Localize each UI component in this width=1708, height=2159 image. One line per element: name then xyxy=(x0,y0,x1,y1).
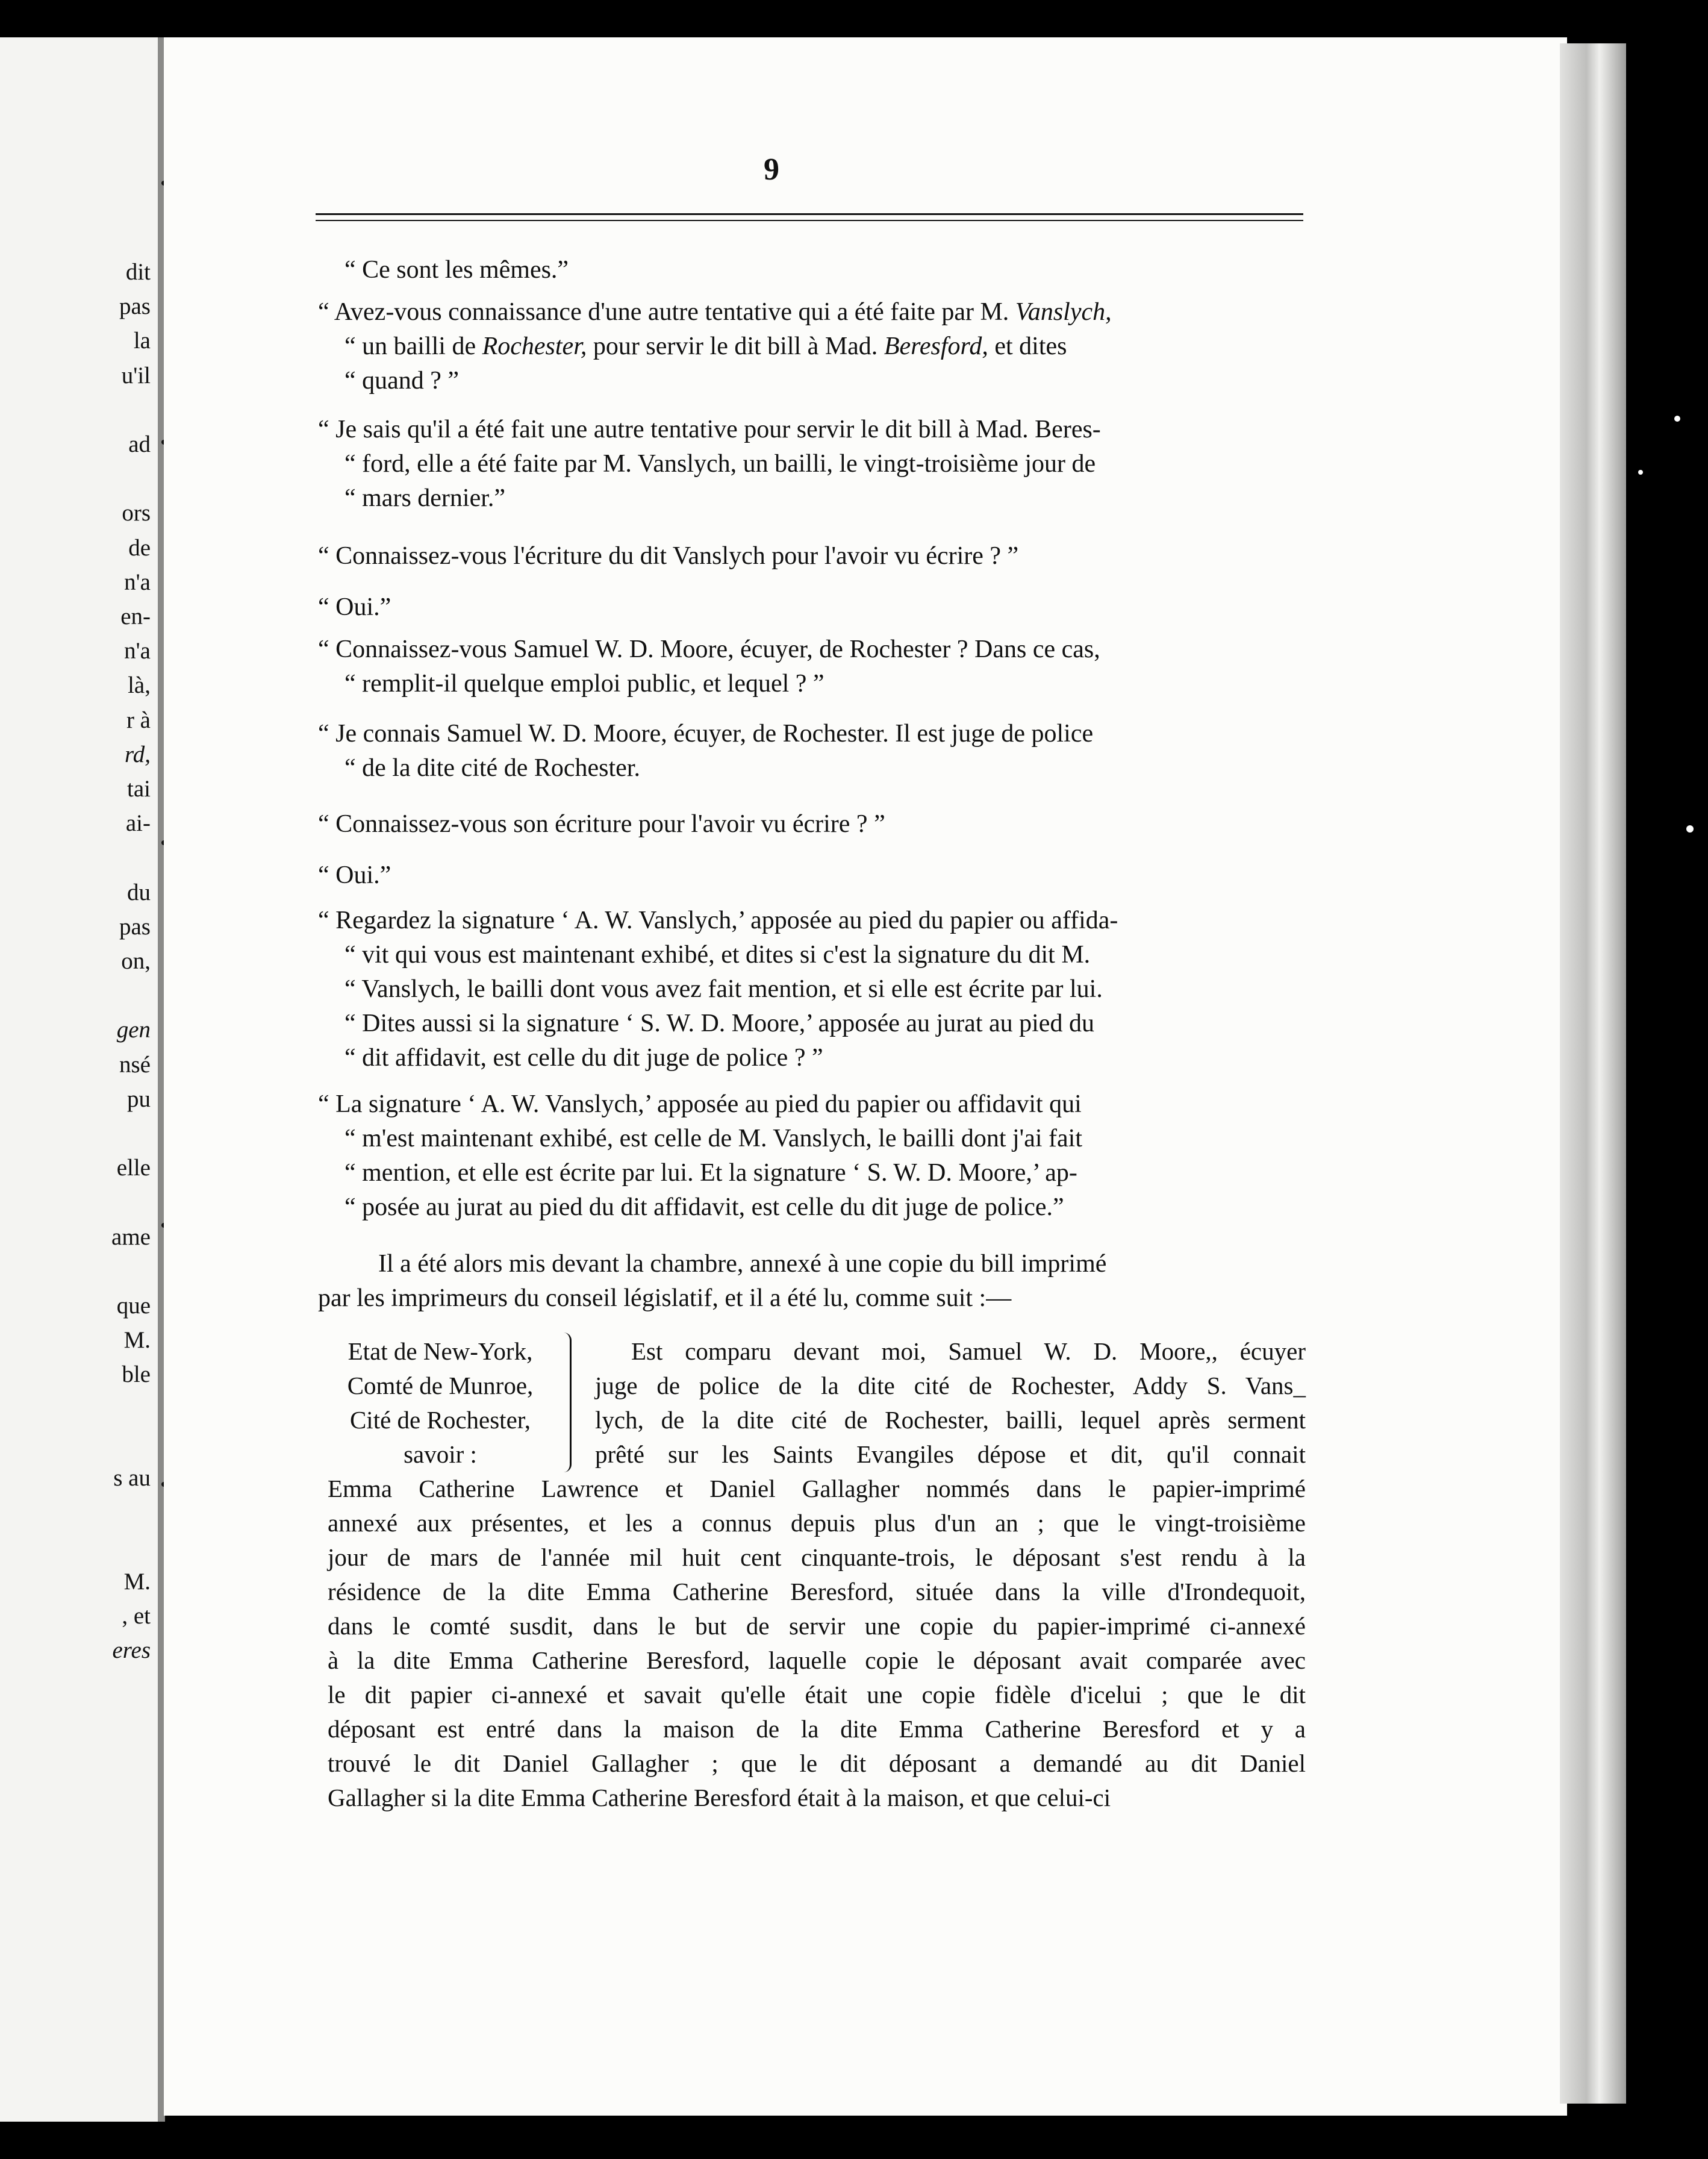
text-line: et dites xyxy=(988,333,1067,360)
affidavit-venue xyxy=(323,1334,558,1472)
text-line: “ Connaissez-vous l'écriture du dit Vanslych pour l'avoir vu écrire ? ” xyxy=(318,542,1019,570)
text-line: le dit papier ci-annexé et savait qu'elle était une copie fidèle d'icelui ; que le dit xyxy=(328,1681,1306,1708)
text-line: “ posée au jurat au pied du dit affidavit, est celle du dit juge de police.” xyxy=(344,1193,1064,1221)
text-line: “ Regardez la signature ‘ A. W. Vanslych,’ apposée au pied du papier ou affida- xyxy=(318,907,1118,934)
left-page-fragment: n'a xyxy=(124,569,151,595)
narrative-paragraph xyxy=(318,1247,1306,1316)
left-page-fragment: là, xyxy=(128,672,151,698)
text-line: pour servir le dit bill à Mad. xyxy=(587,333,884,360)
left-page-fragment: tai xyxy=(127,776,151,802)
left-page-fragment: M. xyxy=(123,1327,151,1353)
testimony-answer xyxy=(318,858,1306,893)
venue-line: Etat de New-York, xyxy=(348,1337,533,1365)
left-page-fragment: du xyxy=(127,880,151,905)
text-line: résidence de la dite Emma Catherine Beresford, située dans la ville d'Irondequoit, xyxy=(328,1578,1306,1605)
text-line: Il a été alors mis devant la chambre, annexé à une copie du bill imprimé xyxy=(378,1250,1107,1278)
text-line: “ m'est maintenant exhibé, est celle de M. Vanslych, le bailli dont j'ai fait xyxy=(344,1125,1083,1152)
text-line: lych, de la dite cité de Rochester, bailli, lequel après serment xyxy=(595,1406,1306,1434)
scan-speck xyxy=(1674,416,1680,422)
testimony-answer xyxy=(318,413,1332,516)
left-page-fragment: ai- xyxy=(125,810,151,836)
text-line: prêté sur les Saints Evangiles dépose et dit, qu'il connait xyxy=(595,1440,1306,1468)
left-page-fragment: que xyxy=(116,1293,151,1319)
text-line: “ La signature ‘ A. W. Vanslych,’ apposée au pied du papier ou affidavit qui xyxy=(318,1090,1082,1118)
text-line: “ Oui.” xyxy=(318,861,391,889)
text-line: “ mention, et elle est écrite par lui. Et la signature ‘ S. W. D. Moore,’ ap- xyxy=(344,1159,1077,1187)
testimony-line xyxy=(318,253,1332,287)
left-page-fragment: ame xyxy=(111,1224,151,1250)
text-line: Gallagher si la dite Emma Catherine Beresford était à la maison, et que celui-ci xyxy=(328,1784,1111,1811)
left-page-fragment: pas xyxy=(119,914,151,940)
text-line: “ remplit-il quelque emploi public, et lequel ? ” xyxy=(344,670,824,698)
testimony-answer xyxy=(318,590,1306,625)
left-page-fragment: ors xyxy=(122,500,151,526)
left-page-fragment: la xyxy=(133,328,151,354)
text-line-italic: Vanslych, xyxy=(1015,298,1112,326)
text-line-italic: Beresford, xyxy=(884,333,988,360)
left-page-fragment: M. xyxy=(123,1569,151,1595)
text-line: juge de police de la dite cité de Rochester, Addy S. Vans_ xyxy=(595,1372,1306,1399)
left-page-fragment: pu xyxy=(127,1086,151,1112)
left-page-fragment: ble xyxy=(122,1361,151,1387)
text-line: “ Je connais Samuel W. D. Moore, écuyer, de Rochester. Il est juge de police xyxy=(318,720,1094,748)
left-page-fragment: r à xyxy=(126,707,151,733)
text-line: “ mars dernier.” xyxy=(344,484,506,512)
text-line: “ Ce sont les mêmes.” xyxy=(344,256,569,284)
text-line: par les imprimeurs du conseil législatif, et il a été lu, comme suit :— xyxy=(318,1284,1012,1312)
testimony-answer xyxy=(318,1087,1332,1225)
venue-line: Cité de Rochester, xyxy=(349,1406,531,1434)
text-line: annexé aux présentes, et les a connus depuis plus d'un an ; que le vingt-troisième xyxy=(328,1509,1306,1537)
left-page-fragment: elle xyxy=(116,1155,151,1181)
scan-speck xyxy=(1638,470,1643,475)
left-page-fragment: , et xyxy=(122,1603,151,1629)
text-line: “ dit affidavit, est celle du dit juge de police ? ” xyxy=(344,1044,823,1072)
left-page-fragment: on, xyxy=(121,948,151,974)
text-line: “ Dites aussi si la signature ‘ S. W. D. Moore,’ apposée au jurat au pied du xyxy=(344,1010,1094,1037)
testimony-answer xyxy=(318,717,1332,786)
left-page-fragment: ad xyxy=(128,431,151,457)
affidavit-opening xyxy=(595,1334,1306,1472)
left-page-fragment: pas xyxy=(119,293,151,319)
venue-line: savoir : xyxy=(404,1440,477,1468)
left-page-fragment: eres xyxy=(112,1637,151,1663)
text-line: “ Avez-vous connaissance d'une autre tentative qui a été faite par M. xyxy=(318,298,1015,326)
text-line: Est comparu devant moi, Samuel W. D. Moore,, écuyer xyxy=(631,1337,1306,1365)
left-page-fragment: en- xyxy=(120,604,151,630)
text-line: “ Oui.” xyxy=(318,593,391,621)
venue-brace xyxy=(564,1333,572,1472)
testimony-question xyxy=(318,539,1306,573)
left-page-fragment: s au xyxy=(113,1465,151,1491)
testimony-question xyxy=(318,633,1332,701)
text-line: “ Connaissez-vous Samuel W. D. Moore, écuyer, de Rochester ? Dans ce cas, xyxy=(318,636,1100,663)
left-page-fragment: gen xyxy=(116,1017,151,1043)
page-edge-shadow xyxy=(1560,43,1626,2104)
page-number: 9 xyxy=(764,152,779,187)
left-page-fragment: u'il xyxy=(121,363,151,389)
header-rule xyxy=(316,213,1303,221)
text-line: Emma Catherine Lawrence et Daniel Gallagher nommés dans le papier-imprimé xyxy=(328,1475,1306,1502)
text-line: dans le comté susdit, dans le but de servir une copie du papier-imprimé ci-annexé xyxy=(328,1612,1306,1640)
left-page-fragment: nsé xyxy=(119,1052,151,1078)
left-page-fragment: n'a xyxy=(124,638,151,664)
text-line: “ Vanslych, le bailli dont vous avez fait mention, et si elle est écrite par lui. xyxy=(344,975,1103,1003)
text-line: déposant est entré dans la maison de la dite Emma Catherine Beresford et y a xyxy=(328,1715,1306,1743)
text-line: “ Connaissez-vous son écriture pour l'avoir vu écrire ? ” xyxy=(318,810,885,838)
testimony-question xyxy=(318,904,1332,1075)
text-line: jour de mars de l'année mil huit cent cinquante-trois, le déposant s'est rendu à la xyxy=(328,1543,1306,1571)
text-line: “ de la dite cité de Rochester. xyxy=(344,754,640,782)
text-line: “ Je sais qu'il a été fait une autre tentative pour servir le dit bill à Mad. Beres- xyxy=(318,416,1101,443)
left-page-fragment: dit xyxy=(125,259,151,285)
text-line: trouvé le dit Daniel Gallagher ; que le dit déposant a demandé au dit Daniel xyxy=(328,1749,1306,1777)
text-line: “ ford, elle a été faite par M. Vanslych, un bailli, le vingt-troisième jour de xyxy=(344,450,1096,478)
text-line: “ vit qui vous est maintenant exhibé, et dites si c'est la signature du dit M. xyxy=(344,941,1091,969)
testimony-question xyxy=(318,295,1332,398)
affidavit-body xyxy=(328,1472,1306,1815)
left-page-fragment: rd, xyxy=(125,742,151,767)
text-line: à la dite Emma Catherine Beresford, laquelle copie le déposant avait comparée avec xyxy=(328,1646,1306,1674)
testimony-question xyxy=(318,807,1306,842)
left-page-fragment: de xyxy=(128,535,151,561)
text-line: “ quand ? ” xyxy=(344,367,460,395)
text-line: “ un bailli de xyxy=(344,333,482,360)
venue-line: Comté de Munroe, xyxy=(347,1372,534,1399)
scan-speck xyxy=(1686,825,1694,833)
text-line-italic: Rochester, xyxy=(482,333,587,360)
